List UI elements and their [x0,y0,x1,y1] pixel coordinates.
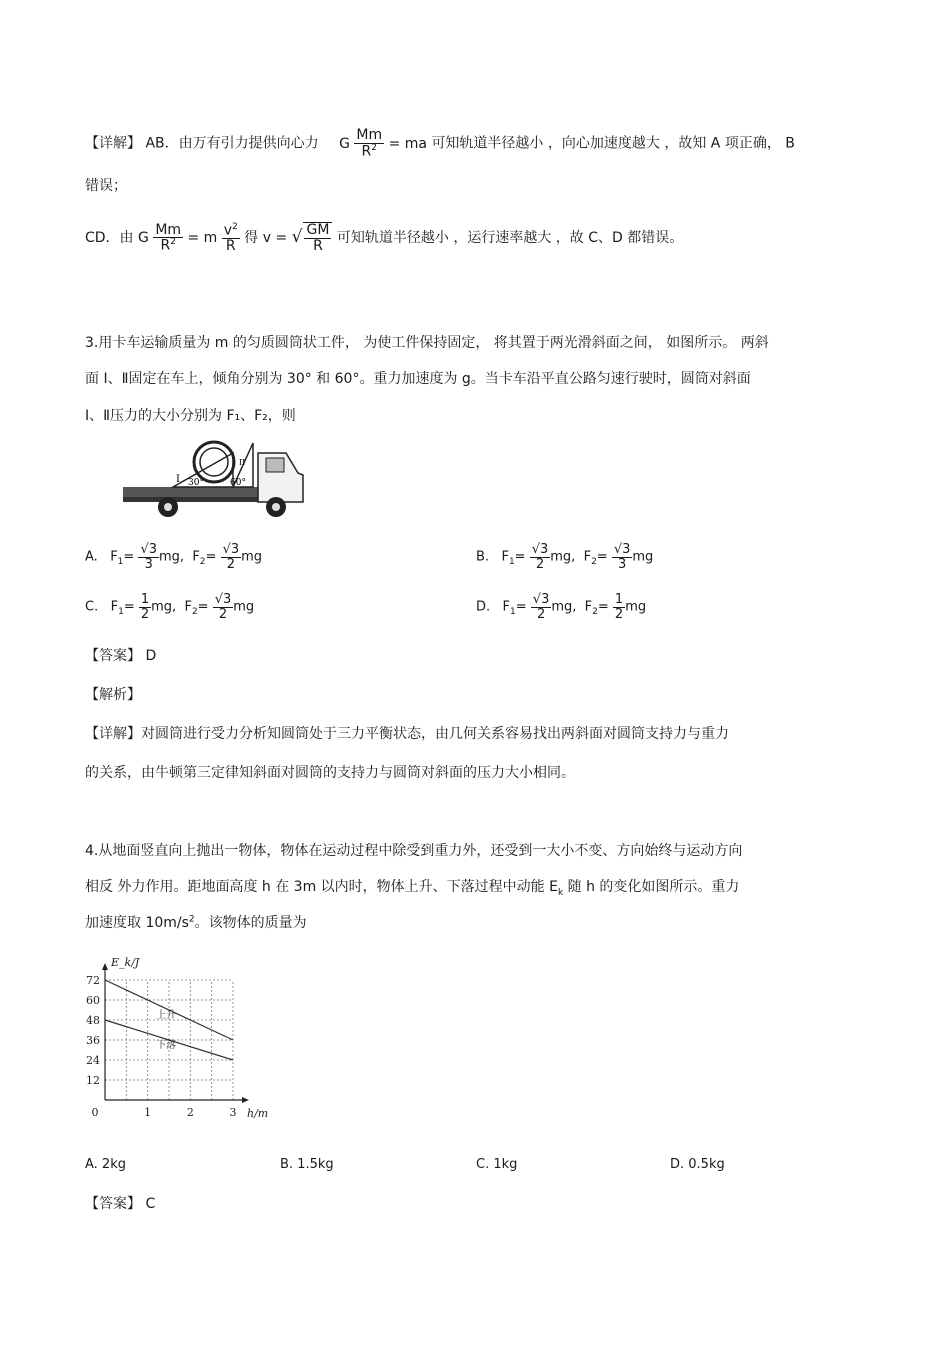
cylinder-inner [200,448,228,476]
truck-figure [118,435,308,525]
sqrt-sign: √ [291,227,303,248]
frac-den: 3 [144,556,153,572]
y-tick-label: 72 [86,974,100,987]
frac-f2 [221,543,242,571]
frac-f1 [138,543,159,571]
frac-den: 2 [140,606,150,622]
q4-option-b[interactable]: B. 1.5kg [280,1157,334,1172]
q3-answer: 【答案】 D [85,648,157,664]
frac-den: 2 [226,556,235,572]
frac-den: 2 [536,606,546,622]
frac-den: $R^2$ [361,142,377,160]
y-tick-label: 24 [86,1054,100,1067]
q3-option-b[interactable]: B. $F_1=$ $\frac{√3}{2}$ mg, $F_2=$ $\frac{√3}{3}$ mg [476,542,654,572]
option-label: D. [476,599,491,615]
q4-option-d[interactable]: D. 0.5kg [670,1157,725,1172]
detail-line-1 [85,128,795,159]
chart-axes [102,963,249,1103]
den-text: R [361,143,372,160]
ek-subscript: k [557,887,564,898]
frac-f2 [213,593,234,621]
frac-num: 1 [140,592,150,607]
frac-den: 2 [614,606,624,622]
label-slope-1: I [176,474,180,485]
q4-line-3 [85,912,307,932]
series-label: 上升 [156,1010,177,1021]
q4-line-2-tail: 随 h 的变化如图所示。重力 [567,879,740,895]
num-text: v [223,222,233,239]
q3-line-3: I、Ⅱ压力的大小分别为 F₁、F₂，则 [85,408,296,424]
label-slope-2: II [239,458,246,467]
q4-line-3-tail: 。该物体的质量为 [194,915,307,931]
chart-labels [86,956,268,1120]
q3-detail-line-2: 的关系，由牛顿第三定律知斜面对圆筒的支持力与圆筒对斜面的压力大小相同。 [85,765,575,781]
y-tick-label: 12 [86,1074,100,1087]
frac-den: R [313,237,323,254]
frac-den: 3 [617,556,627,572]
truck-chassis [123,497,273,502]
frac-f1 [530,543,551,571]
frac-gm-r [304,223,331,253]
frac-num: √3 [613,542,631,557]
detail-prefix: 【详解】 AB．由万有引力提供向心力 [85,135,319,152]
frac-num: Mm [356,127,383,143]
q4-option-a[interactable]: A. 2kg [85,1157,126,1172]
frac-f2 [613,593,625,621]
y-tick-label: 36 [86,1034,100,1047]
frac-f2 [612,543,633,571]
ek-h-chart [80,952,280,1130]
x-axis-arrow [242,1097,249,1103]
frac-num: √3 [214,592,232,607]
frac-den: R [225,238,236,255]
label-angle-60: 60° [230,478,246,488]
cd-prefix: CD．由 [85,230,134,247]
q3-line-1: 3.用卡车运输质量为 m 的匀质圆筒状工件， 为使工件保持固定， 将其置于两光滑斜面之间， 如图所示。 两斜 [85,335,769,351]
frac-num: 1 [614,592,624,607]
y-tick-label: 48 [86,1014,100,1027]
x-tick-label: 3 [229,1106,237,1119]
frac-den: 2 [535,556,545,572]
formula-G: G [339,135,350,152]
q3-option-d[interactable]: D. $F_1=$ $\frac{√3}{2}$ mg, $F_2=$ $\frac{1}{2}$ mg [476,592,647,622]
x-tick-label: 1 [144,1106,152,1119]
wheel-front-hub [272,503,280,511]
frac-mm-r2-b [153,223,183,254]
frac-num: √3 [532,592,550,607]
option-label: A. [85,549,98,565]
q4-line-2 [85,876,739,898]
frac-mm-r2 [354,128,384,159]
frac-num: Mm [155,221,182,238]
y-tick-label: 60 [86,994,100,1007]
wheel-rear-hub [164,503,172,511]
q3-option-a[interactable]: A. $F_1=$ $\frac{√3}{3}$ mg, $F_2=$ $\frac{√3}{2}$ mg [85,542,263,572]
q3-option-c[interactable]: C. $F_1=$ $\frac{1}{2}$ mg, $F_2=$ $\frac{√3}{2}$ mg [85,592,255,622]
detail-tail: 可知轨道半径越小 ，向心加速度越大 ，故知 A 项正确， B [431,135,795,152]
y-axis-label: E_k/J [111,956,140,969]
q3-detail-line-1: 【详解】对圆筒进行受力分析知圆筒处于三力平衡状态，由几何关系容易找出两斜面对圆筒支持力与重力 [85,726,729,742]
accel-sup: 2 [188,914,195,925]
x-tick-label: 0 [91,1106,99,1119]
q4-line-3-main: 加速度取 10m/s [85,915,189,931]
cd-G: G [138,230,149,247]
q4-answer: 【答案】 C [85,1196,156,1212]
q4-line-2-main: 相反 外力作用。距地面高度 h 在 3m 以内时，物体上升、下落过程中动能 E [85,879,558,895]
cd-tail: 可知轨道半径越小 ，运行速率越大 ，故 C、D 都错误。 [336,230,684,247]
detail-line-3 [85,222,683,254]
q4-option-c[interactable]: C. 1kg [476,1157,518,1172]
q4-line-1: 4.从地面竖直向上抛出一物体，物体在运动过程中除受到重力外，还受到一大小不变、方向始终与运动方向 [85,843,743,859]
frac-den: $R^2$ [160,237,176,255]
detail-line-2: 错误； [85,178,127,194]
x-axis-label: h/m [247,1107,269,1120]
frac-num: √3 [531,542,549,557]
label-angle-30: 30° [188,478,204,488]
cd-eq-m: = m [187,230,218,247]
cab-window [266,458,284,472]
frac-num: GM [306,222,330,238]
den-text: R [160,238,171,255]
frac-f1 [531,593,552,621]
q3-line-2: 面 I、Ⅱ固定在车上，倾角分别为 30° 和 60°。重力加速度为 g。当卡车沿平直公路匀速行驶时，圆筒对斜面 [85,371,751,387]
cd-de: 得 v = [244,230,288,247]
frac-f1 [139,593,151,621]
frac-den: 2 [218,606,228,622]
q3-analysis-title: 【解析】 [85,687,141,703]
formula-rhs: = ma [388,135,427,152]
frac-num: $v^2$ [223,221,238,239]
frac-num: √3 [140,542,157,557]
formula-1 [339,127,431,160]
series-label: 下落 [156,1040,177,1051]
sqrt-body [303,222,332,253]
option-label: C. [85,599,99,615]
frac-num: √3 [222,542,240,557]
y-axis-arrow [102,963,108,970]
truck-bed [123,487,263,497]
option-label: B. [476,549,490,565]
frac-v2-r [222,223,240,254]
x-tick-label: 2 [186,1106,194,1119]
